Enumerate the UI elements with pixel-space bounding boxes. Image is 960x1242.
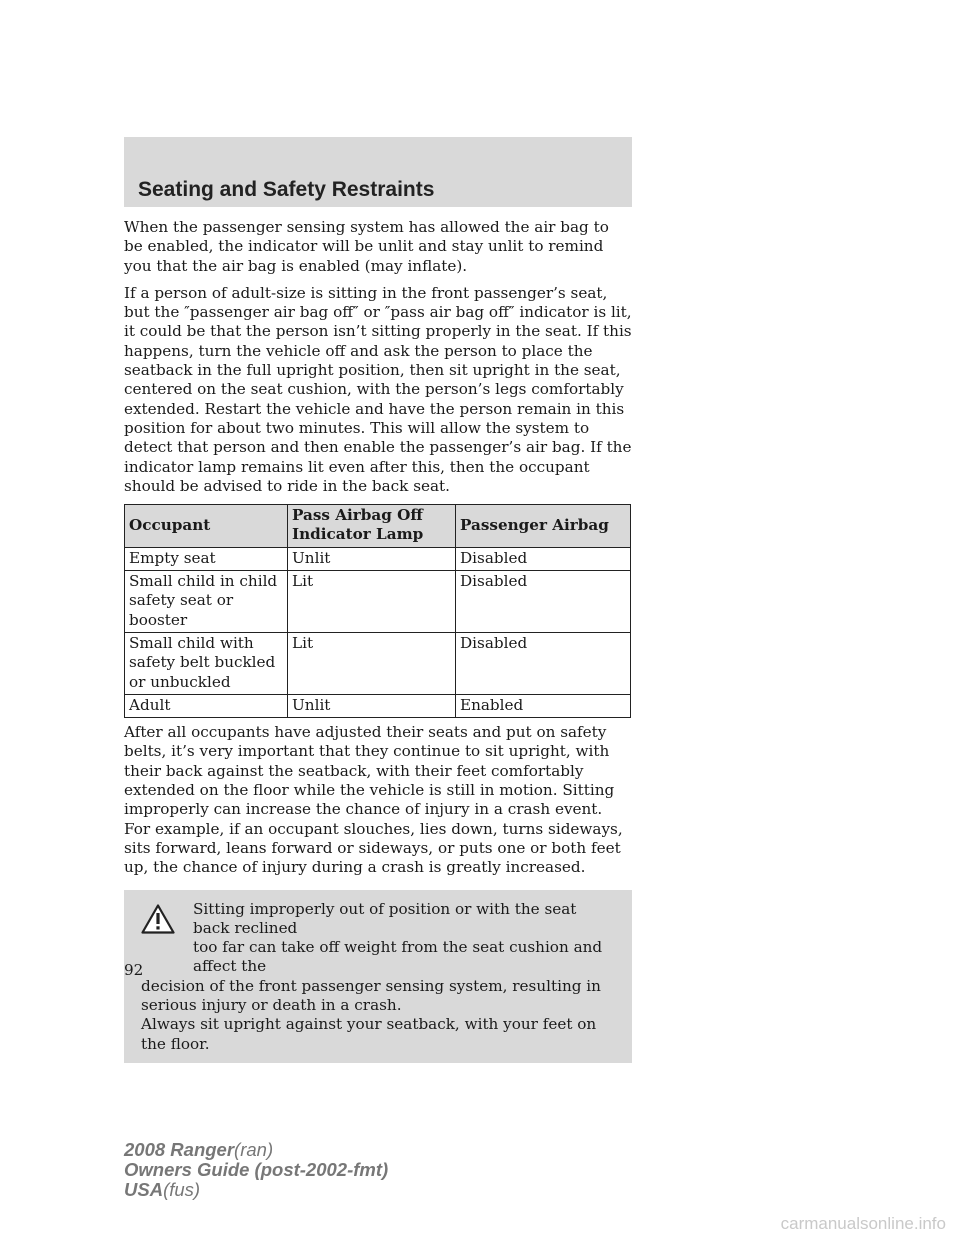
footer-model: 2008 Ranger [124,1139,235,1160]
section-title: Seating and Safety Restraints [138,178,435,201]
table-row [125,547,631,570]
table-cell-indicator: Lit [288,571,456,633]
table-cell-airbag: Disabled [456,632,631,694]
warning-text-body: decision of the front passenger sensing system, resulting in serious injury or death in a crash. [141,976,601,1014]
table-cell-indicator: Unlit [288,694,456,717]
table-row [125,571,631,633]
table-row [125,694,631,717]
warning-text-line2: too far can take off weight from the seat cushion and affect the [193,938,603,976]
page-number: 92 [124,961,144,979]
table-cell-occupant: Small child in child safety seat or booster [125,571,288,633]
paragraph-adult-size-passenger: If a person of adult-size is sitting in the front passenger’s seat, but the ″passenger air bag off″ or ″pass air bag off″ indicator is lit, it could be that the person isn’t sitting properly in the seat. If this happens, turn the vehicle off and ask the person to place the seatback in the full upright position, then sit upright in the seat, centered on the seat cushion, with the person’s legs comfortably extended. Restart the vehicle and have the person remain in this position for about two minutes. This will allow the system to detect that person and then enable the passenger’s air bag. If the indicator lamp remains lit even after this, then the occupant should be advised to ride in the back seat. [124,283,632,495]
warning-text-line1: Sitting improperly out of position or with the seat back reclined [193,899,577,937]
table-header-row [125,505,631,548]
table-cell-occupant: Small child with safety belt buckled or unbuckled [125,632,288,694]
footer-market-tag: (fus) [163,1179,201,1200]
table-header-passenger-airbag: Passenger Airbag [456,505,631,548]
warning-triangle-icon [141,904,175,934]
table-cell-airbag: Enabled [456,694,631,717]
table-cell-occupant: Empty seat [125,547,288,570]
paragraph-indicator-unlit: When the passenger sensing system has allowed the air bag to be enabled, the indicator will be unlit and stay unlit to remind you that the air bag is enabled (may inflate). [124,218,609,275]
table-header-indicator-lamp: Pass Airbag Off Indicator Lamp [288,505,456,548]
table-cell-airbag: Disabled [456,571,631,633]
table-cell-indicator: Lit [288,632,456,694]
warning-text-last: Always sit upright against your seatback, with your feet on the floor. [141,1015,597,1053]
paragraph-sit-upright: After all occupants have adjusted their seats and put on safety belts, it’s very important that they continue to sit upright, with their back against the seatback, with their feet comfortably extended on the floor while the vehicle is still in motion. Sitting improperly can increase the chance of injury in a crash event. For example, if an occupant slouches, lies down, turns sideways, sits forward, leans forward or sideways, or puts one or both feet up, the chance of injury during a crash is greatly increased. [124,723,623,877]
footer-model-line [124,1140,388,1160]
table-header-occupant: Occupant [125,505,288,548]
footer-guide-line [124,1160,388,1180]
table-cell-occupant: Adult [125,694,288,717]
table-cell-indicator: Unlit [288,547,456,570]
watermark: carmanualsonline.info [780,1214,946,1233]
footer-model-tag: (ran) [234,1139,274,1160]
document-footer [124,1140,388,1200]
table-row [125,632,631,694]
airbag-status-table [124,504,631,718]
table-cell-airbag: Disabled [456,547,631,570]
footer-market-line [124,1180,388,1200]
footer-market: USA [124,1179,164,1200]
warning-box [124,890,632,1063]
page-content [124,218,632,1063]
footer-guide: Owners Guide (post-2002-fmt) [124,1159,389,1180]
